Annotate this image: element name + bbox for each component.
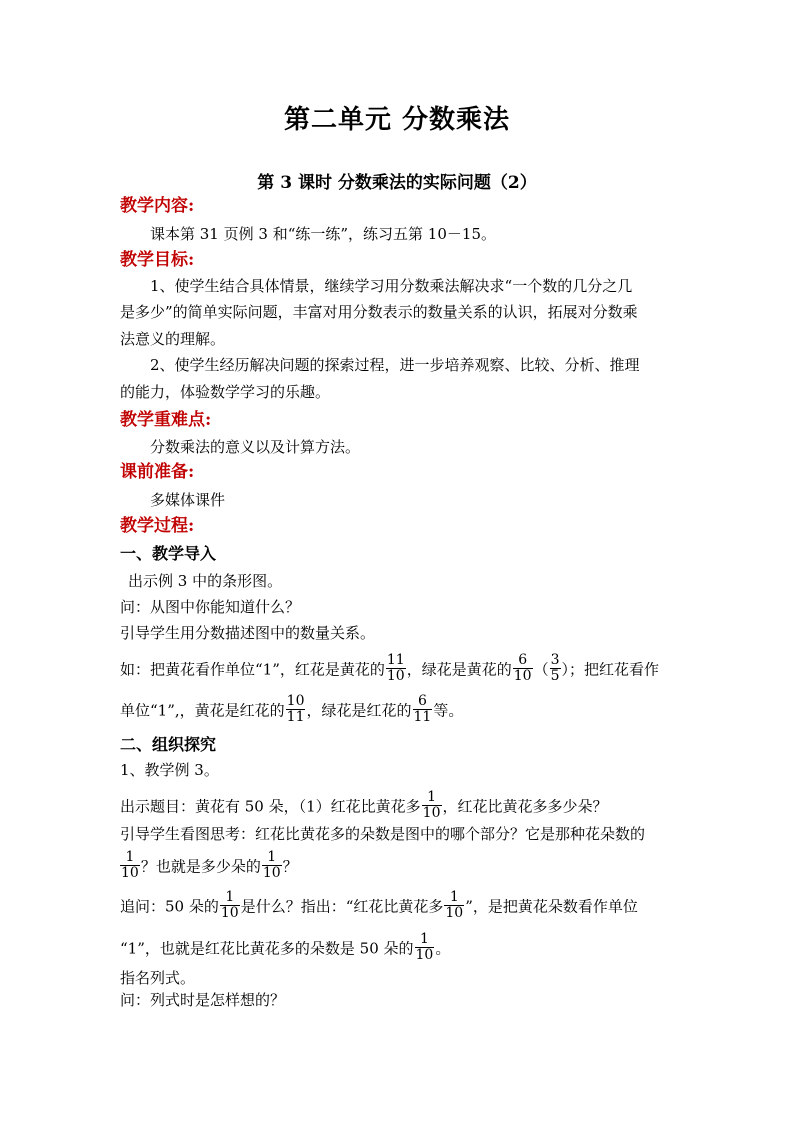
text-segment: 。 [435, 939, 451, 958]
fraction-1-10 [422, 790, 442, 821]
part1-line2: 问：从图中你能知道什么？ [120, 598, 301, 616]
text-segment: ，红花比黄花多多少朵？ [442, 797, 608, 816]
text-segment: ，绿花是黄花的 [406, 660, 512, 679]
fraction-1-10 [120, 850, 140, 881]
lesson-subtitle: 第 3 课时 分数乘法的实际问题（2） [257, 173, 537, 193]
fraction-denominator: 11 [286, 709, 305, 725]
part1-line1: 出示例 3 中的条形图。 [128, 572, 283, 590]
fraction-1-10 [262, 850, 282, 881]
part2-line4 [120, 849, 298, 883]
fraction-11-10 [386, 653, 406, 684]
text-segment: 追问：50 朵的 [120, 897, 219, 916]
content-text: 课本第 31 页例 3 和“练一练”，练习五第 10－15。 [150, 225, 496, 243]
fraction-denominator: 10 [445, 905, 464, 921]
goal1-line2: 是多少”的简单实际问题，丰富对用分数表示的数量关系的认识，拓展对分数乘 [120, 303, 638, 321]
text-segment: ”，是把黄花朵数看作单位 [465, 897, 638, 916]
fraction-numerator: 1 [444, 890, 464, 906]
text-segment: “1”，也就是红花比黄花多的朵数是 50 朵的 [120, 939, 414, 958]
part2-line5 [120, 889, 638, 923]
text-segment: 如：把黄花看作单位“1”，红花是黄花的 [120, 660, 385, 679]
goals-heading: 教学目标: [120, 250, 195, 270]
text-segment: ？也就是多少朵的 [140, 857, 261, 876]
part1-heading: 一、教学导入 [120, 544, 217, 563]
fraction-denominator: 10 [220, 905, 239, 921]
fraction-numerator: 1 [415, 932, 435, 948]
fraction-numerator: 3 [550, 652, 560, 668]
fraction-denominator: 5 [550, 668, 560, 684]
fraction-denominator: 10 [513, 668, 532, 684]
part2-line3: 引导学生看图思考：红花比黄花多的朵数是图中的哪个部分？它是那种花朵数的 [120, 825, 646, 843]
part1-line5 [120, 693, 464, 727]
part1-line3: 引导学生用分数描述图中的数量关系。 [120, 624, 376, 642]
text-segment: 等。 [433, 701, 464, 720]
fraction-numerator: 1 [120, 850, 140, 866]
part2-line1: 1、教学例 3。 [120, 761, 219, 779]
goal1-line3: 法意义的理解。 [120, 330, 226, 348]
fraction-1-10 [220, 890, 240, 921]
part2-line7: 指名列式。 [120, 969, 196, 987]
fraction-10-11 [286, 694, 306, 725]
key-heading: 教学重难点: [120, 410, 212, 430]
fraction-numerator: 11 [386, 652, 405, 668]
text-segment: 出示题目：黄花有 50 朵，（1）红花比黄花多 [120, 797, 421, 816]
fraction-1-10 [415, 932, 435, 963]
part2-line6 [120, 931, 451, 965]
fraction-numerator: 1 [220, 890, 240, 906]
fraction-denominator: 10 [386, 668, 405, 684]
fraction-numerator: 1 [262, 850, 282, 866]
part2-heading: 二、组织探究 [120, 735, 217, 754]
fraction-numerator: 6 [513, 653, 533, 669]
part1-line4 [120, 652, 660, 686]
goal2-line2: 的能力，体验数学学习的乐趣。 [120, 383, 331, 401]
fraction-6-11 [413, 694, 433, 725]
fraction-denominator: 10 [262, 865, 281, 881]
fraction-numerator: 10 [286, 693, 305, 709]
prep-heading: 课前准备: [120, 462, 195, 482]
fraction-denominator: 10 [422, 805, 441, 821]
text-segment: （ [533, 660, 549, 679]
fraction-numerator: 1 [422, 790, 442, 806]
goal1-line1: 1、使学生结合具体情景，继续学习用分数乘法解决求“一个数的几分之几 [150, 277, 633, 295]
text-segment: 是什么？指出：“红花比黄花多 [240, 897, 444, 916]
text-segment: ，绿花是红花的 [306, 701, 412, 720]
text-segment: ？ [282, 857, 298, 876]
prep-text: 多媒体课件 [150, 491, 226, 509]
content-heading: 教学内容: [120, 196, 195, 216]
fraction-denominator: 10 [121, 865, 139, 881]
process-heading: 教学过程: [120, 516, 195, 536]
key-text: 分数乘法的意义以及计算方法。 [150, 438, 361, 456]
part2-line2 [120, 789, 608, 823]
fraction-denominator: 11 [413, 709, 432, 725]
text-segment: ）；把红花看作 [561, 660, 660, 679]
fraction-1-10 [444, 890, 464, 921]
goal2-line1: 2、使学生经历解决问题的探索过程，进一步培养观察、比较、分析、推理 [150, 356, 640, 374]
text-segment: 单位“1”,，黄花是红花的 [120, 701, 285, 720]
page-title: 第二单元 分数乘法 [283, 105, 511, 135]
fraction-3-5 [550, 653, 561, 684]
fraction-numerator: 6 [413, 694, 433, 710]
part2-line8: 问：列式时是怎样想的？ [120, 991, 286, 1009]
fraction-6-10 [513, 653, 533, 684]
fraction-denominator: 10 [415, 947, 434, 963]
